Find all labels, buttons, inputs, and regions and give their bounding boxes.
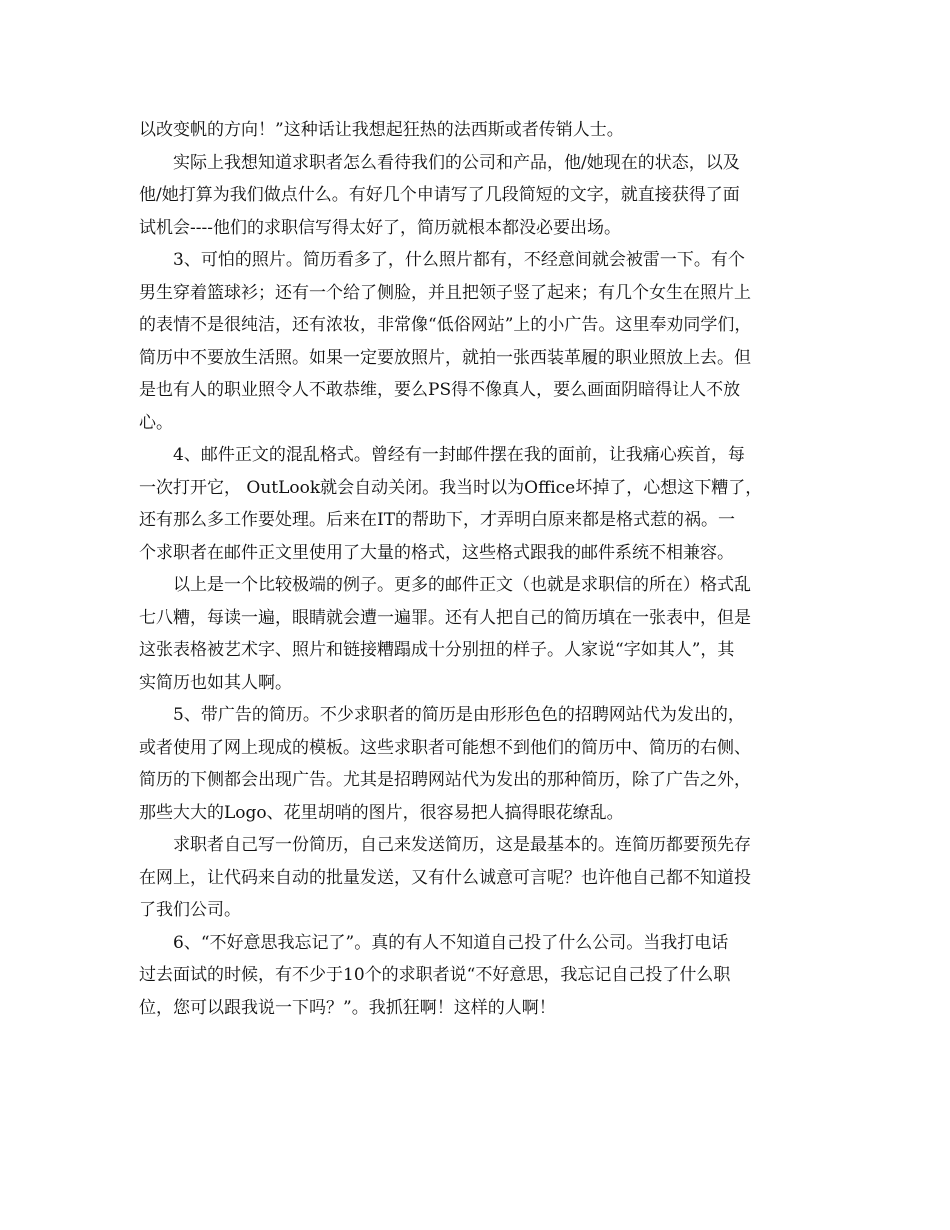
paragraph-first-line: 5、带广告的简历。不少求职者的简历是由形形色色的招聘网站代为发出的，	[173, 705, 745, 725]
text-line: 是也有人的职业照令人不敢恭维，要么PS得不像真人，要么画面阴暗得让人不放	[139, 380, 741, 400]
text-line: 男生穿着篮球衫；还有一个给了侧脸，并且把领子竖了起来；有几个女生在照片上	[139, 282, 751, 303]
paragraph-first-line: 求职者自己写一份简历，自己来发送简历，这是最基本的。连简历都要预先存	[173, 835, 751, 855]
text-line: 简历的下侧都会出现广告。尤其是招聘网站代为发出的那种简历，除了广告之外，	[139, 770, 751, 790]
text-line: 或者使用了网上现成的模板。这些求职者可能想不到他们的简历中、简历的右侧、	[139, 737, 751, 758]
paragraph-first-line: 6、“不好意思我忘记了”。真的有人不知道自己投了什么公司。当我打电话	[173, 932, 729, 953]
text-line: 在网上，让代码来自动的批量发送，又有什么诚意可言呢？也许他自己都不知道投	[139, 867, 751, 888]
paragraph-first-line: 以上是一个比较极端的例子。更多的邮件正文（也就是求职信的所在）格式乱	[173, 575, 751, 595]
text-line: 实简历也如其人啊。	[139, 672, 292, 693]
paragraph-first-line: 3、可怕的照片。简历看多了，什么照片都有，不经意间就会被雷一下。有个	[173, 250, 745, 270]
text-line: 还有那么多工作要处理。后来在IT的帮助下，才弄明白原来都是格式惹的祸。一	[139, 510, 736, 530]
text-line: 心。	[139, 412, 173, 433]
text-line: 个求职者在邮件正文里使用了大量的格式，这些格式跟我的邮件系统不相兼容。	[139, 542, 734, 563]
text-line: 试机会----他们的求职信写得太好了，简历就根本都没必要出场。	[139, 217, 621, 238]
text-line: 那些大大的Logo、花里胡哨的图片，很容易把人搞得眼花缭乱。	[139, 802, 624, 823]
text-line: 简历中不要放生活照。如果一定要放照片，就拍一张西装革履的职业照放上去。但	[139, 347, 751, 368]
text-line: 七八糟，每读一遍，眼睛就会遭一遍罪。还有人把自己的简历填在一张表中，但是	[139, 607, 751, 628]
text-line: 了我们公司。	[139, 900, 241, 920]
text-line: 位，您可以跟我说一下吗？”。我抓狂啊！这样的人啊！	[139, 997, 556, 1018]
text-line: 这张表格被艺术字、照片和链接糟蹋成十分别扭的样子。人家说“字如其人”，其	[139, 640, 735, 660]
text-line: 一次打开它， OutLook就会自动关闭。我当时以为Office坏掉了，心想这下糟了，	[139, 477, 763, 498]
text-line: 的表情不是很纯洁，还有浓妆，非常像“低俗网站”上的小广告。这里奉劝同学们，	[139, 315, 752, 335]
paragraph-first-line: 4、邮件正文的混乱格式。曾经有一封邮件摆在我的面前，让我痛心疾首，每	[173, 445, 745, 465]
text-line: 以改变帆的方向！”这种话让我想起狂热的法西斯或者传销人士。	[139, 120, 624, 140]
text-line: 他/她打算为我们做点什么。有好几个申请写了几段简短的文字，就直接获得了面	[139, 185, 740, 205]
paragraph-first-line: 实际上我想知道求职者怎么看待我们的公司和产品，他/她现在的状态，以及	[173, 152, 740, 173]
text-line: 过去面试的时候，有不少于10个的求职者说“不好意思，我忘记自己投了什么职	[139, 965, 731, 985]
document-body	[139, 114, 815, 1024]
